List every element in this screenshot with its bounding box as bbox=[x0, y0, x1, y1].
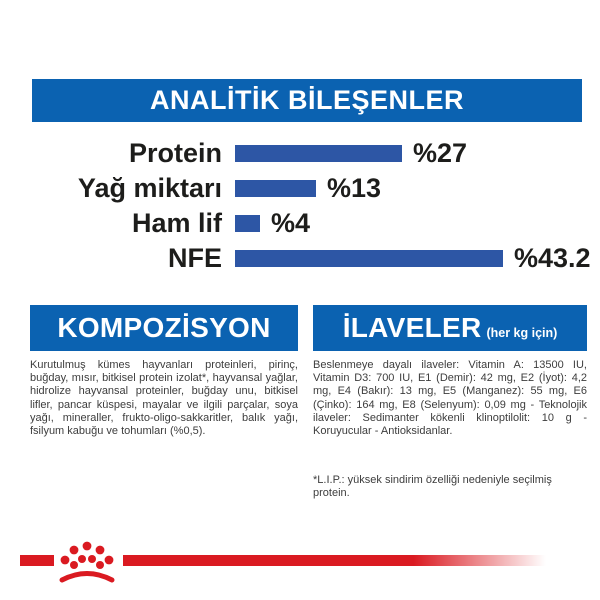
chart-bar-fill bbox=[235, 180, 316, 197]
additives-title-suffix: (her kg için) bbox=[486, 326, 558, 340]
additives-section bbox=[313, 305, 587, 501]
chart-label: Ham lif bbox=[131, 208, 222, 238]
chart-label: NFE bbox=[168, 243, 222, 273]
chart-row-fat bbox=[0, 171, 600, 206]
additives-header bbox=[313, 305, 587, 351]
chart-row-nfe bbox=[0, 241, 600, 276]
analytic-bar-chart bbox=[0, 136, 600, 276]
chart-value: %13 bbox=[327, 173, 382, 203]
chart-label: Yağ miktarı bbox=[77, 173, 222, 203]
chart-bar-fill bbox=[235, 145, 402, 162]
lip-footnote: *L.I.P.: yüksek sindirim özelliği nedeniyle seçilmiş protein. bbox=[313, 474, 552, 500]
analytic-components-title: ANALİTİK BİLEŞENLER bbox=[149, 85, 464, 115]
chart-value: %27 bbox=[413, 138, 468, 168]
chart-label: Protein bbox=[128, 138, 222, 168]
royal-canin-crown-icon bbox=[58, 541, 120, 587]
additives-title: İLAVELER bbox=[342, 312, 482, 343]
composition-title: KOMPOZİSYON bbox=[57, 312, 271, 343]
composition-section bbox=[30, 305, 298, 438]
composition-header bbox=[30, 305, 298, 351]
chart-row-fibre bbox=[0, 206, 600, 241]
chart-row-protein bbox=[0, 136, 600, 171]
chart-bar-fill bbox=[235, 215, 260, 232]
chart-value: %4 bbox=[271, 208, 311, 238]
composition-body: Kurutulmuş kümes hayvanları proteinleri, pirinç, buğday, mısır, bitkisel protein izolat*, hayvansal yağlar, hidrolize hayvansal proteinler, buğday unu, bitkisel lifler, pancar küspesi, mayalar ve ilgili parçalar, soya yağı, mineraller, frukto-oligo-sakkaritler, balık yağı, fsilyum kabuğu ve tohumları (%0,5). bbox=[30, 359, 298, 438]
chart-value: %43.2 bbox=[514, 243, 591, 273]
analytic-components-header bbox=[32, 79, 582, 122]
chart-bar-fill bbox=[235, 250, 503, 267]
brand-logo-strip bbox=[0, 535, 600, 595]
logo-right-bar bbox=[123, 555, 550, 566]
logo-left-bar bbox=[20, 555, 54, 566]
additives-body: Beslenmeye dayalı ilaveler: Vitamin A: 13500 IU, Vitamin D3: 700 IU, E1 (Demir): 42 mg, E2 (İyot): 4,2 mg, E4 (Bakır): 13 mg, E5 (Manganez): 55 mg, E6 (Çinko): 164 mg, E8 (Selenyum): 0,09 mg - Teknolojik ilaveler: Sedimanter kökenli klinoptilolit: 10 g - Koruyucular - Antioksidanlar. bbox=[313, 359, 587, 438]
